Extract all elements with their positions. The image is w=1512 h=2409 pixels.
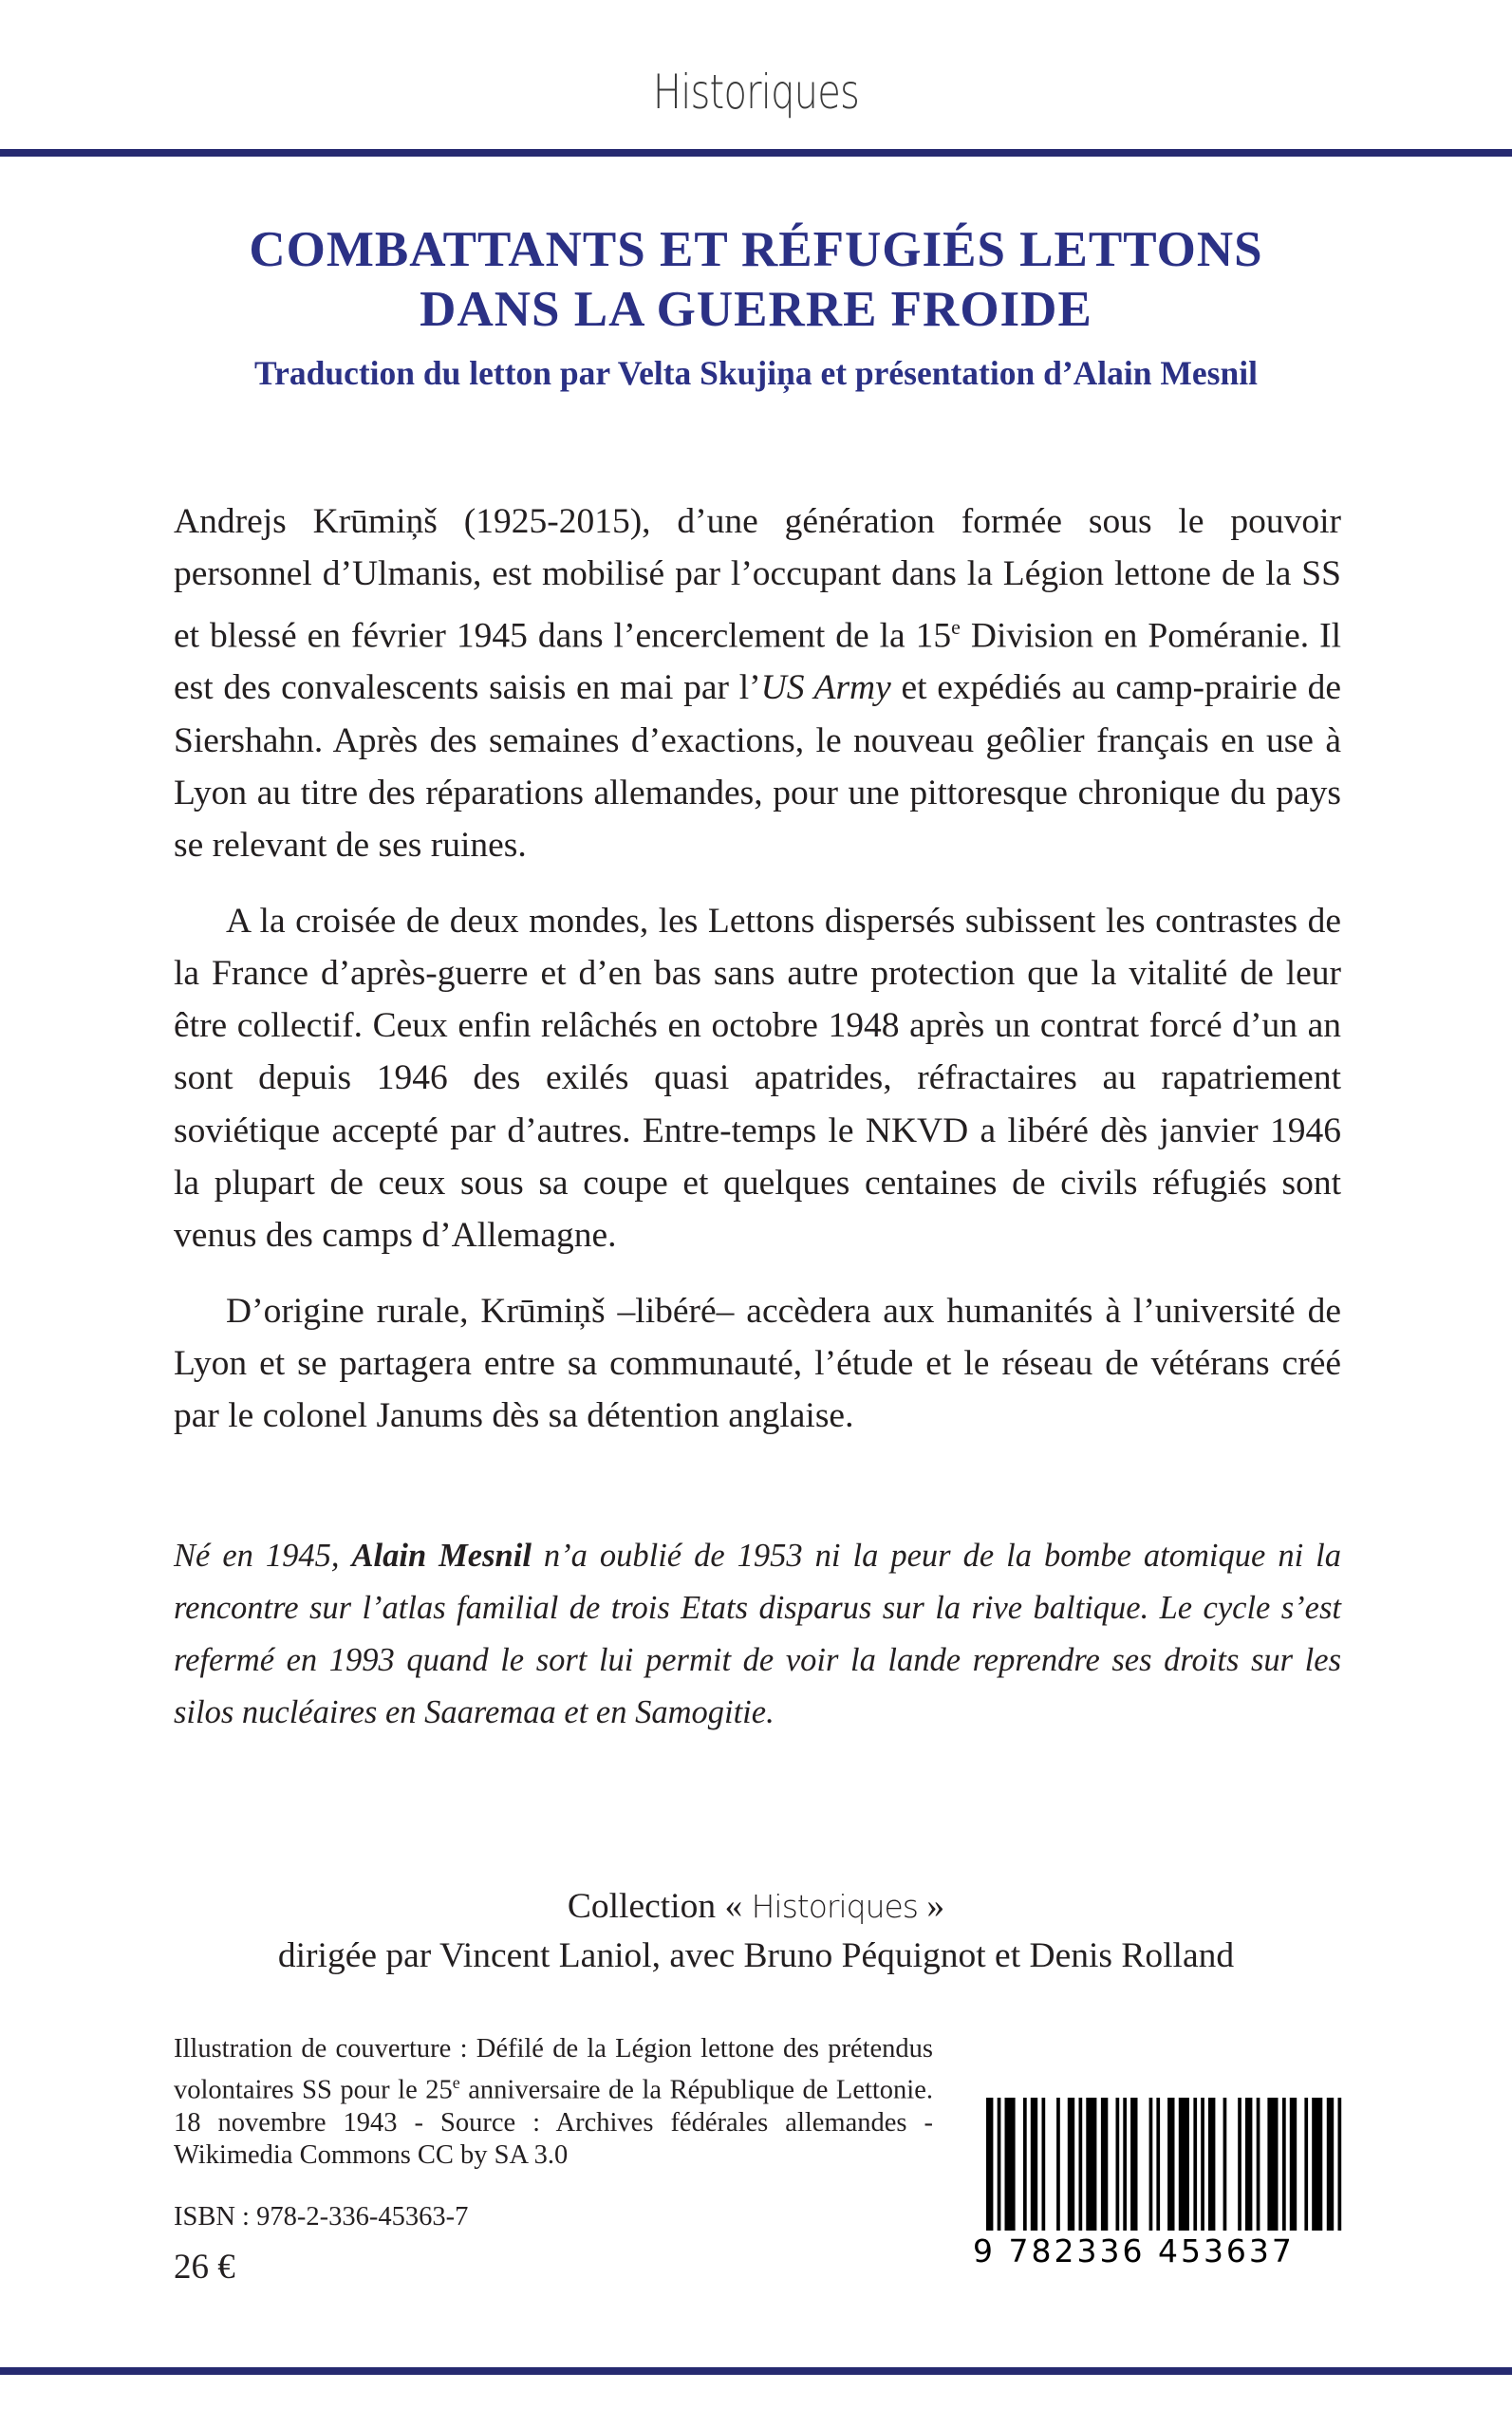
credit-text-a: Illustration de couverture : Défilé de la Légion lettone des prétendus volontaires SS pour le 25 bbox=[174, 2034, 933, 2104]
bottom-rule bbox=[0, 2367, 1512, 2375]
isbn: ISBN : 978-2-336-45363-7 bbox=[174, 2202, 469, 2232]
collection-line bbox=[0, 1882, 1512, 1932]
barcode-bars bbox=[973, 2098, 1343, 2231]
back-cover-blurb bbox=[174, 495, 1341, 1466]
author-bio-text-a: Né en 1945, bbox=[174, 1538, 352, 1574]
author-name: Alain Mesnil bbox=[351, 1538, 532, 1574]
blurb-p1-superscript: e bbox=[951, 614, 961, 639]
cover-illustration-credit bbox=[174, 2033, 933, 2173]
book-title bbox=[0, 220, 1512, 340]
book-title-line-1: COMBATTANTS ET RÉFUGIÉS LETTONS bbox=[249, 222, 1263, 277]
blurb-paragraph-1 bbox=[174, 495, 1341, 872]
collection-directors: dirigée par Vincent Laniol, avec Bruno Péquignot et Denis Rolland bbox=[277, 1936, 1235, 1975]
book-subtitle: Traduction du letton par Velta Skujiņa et présentation d’Alain Mesnil bbox=[254, 354, 1258, 392]
blurb-p1-text-c: et expédiés au camp-prairie de Siershahn. Après des semaines d’exactions, le nouveau geôlier français en use à Lyon au titre des réparations allemandes, pour une pittoresque chronique du pays se relevant de ses ruines. bbox=[174, 668, 1341, 866]
author-bio bbox=[174, 1530, 1341, 1739]
price: 26 € bbox=[174, 2248, 235, 2287]
blurb-paragraph-3: D’origine rurale, Krūmiņš –libéré– accèdera aux humanités à l’université de Lyon et se partagera entre sa communauté, l’étude et le réseau de vétérans créé par le colonel Janums dès sa détention anglaise. bbox=[174, 1291, 1341, 1436]
blurb-p1-italic: US Army bbox=[760, 668, 891, 708]
top-rule bbox=[0, 149, 1512, 157]
blurb-p1-text-a: Andrejs Krūmiņš (1925-2015), d’une génération formée sous le pouvoir personnel d’Ulmanis, est mobilisé par l’occupant dans la Légion lettone de la SS et blessé en février 1945 dans l’encerclement de la 15 bbox=[174, 502, 1341, 656]
barcode-digits: 9 782336 453637 bbox=[973, 2232, 1295, 2269]
book-title-line-2: DANS LA GUERRE FROIDE bbox=[420, 282, 1092, 337]
collection-prefix: Collection « bbox=[567, 1887, 752, 1926]
series-name: Historiques bbox=[652, 65, 860, 120]
credit-text-b: anniversaire de la République de Lettonie. 18 novembre 1943 - Source : Archives fédérales allemandes - Wikimedia Commons CC by SA 3.0 bbox=[174, 2075, 933, 2170]
collection-info bbox=[0, 1882, 1512, 1981]
credit-superscript: e bbox=[452, 2072, 460, 2092]
blurb-paragraph-2: A la croisée de deux mondes, les Lettons dispersés subissent les contrastes de la France d’après-guerre et d’en bas sans autre protection que la vitalité de leur être collectif. Ceux enfin relâchés en octobre 1948 après un contrat forcé d’un an sont depuis 1946 des exilés quasi apatrides, réfractaires au rapatriement soviétique accepté par d’autres. Entre-temps le NKVD a libéré dès janvier 1946 la plupart de ceux sous sa coupe et quelques centaines de civils réfugiés sont venus des camps d’Allemagne. bbox=[174, 901, 1341, 1256]
author-bio-text-b: n’a oublié de 1953 ni la peur de la bombe atomique ni la rencontre sur l’atlas familial de trois Etats disparus sur la rive baltique. Le cycle s’est refermé en 1993 quand le sort lui permit de voir la lande reprendre ses droits sur les silos nucléaires en Saaremaa et en Samogitie. bbox=[174, 1538, 1341, 1730]
collection-suffix: » bbox=[918, 1887, 945, 1926]
collection-series-name: Historiques bbox=[751, 1888, 918, 1925]
blurb-p1-text-b: Division en Poméranie. Il est des convalescents saisis en mai par l’ bbox=[174, 616, 1341, 708]
